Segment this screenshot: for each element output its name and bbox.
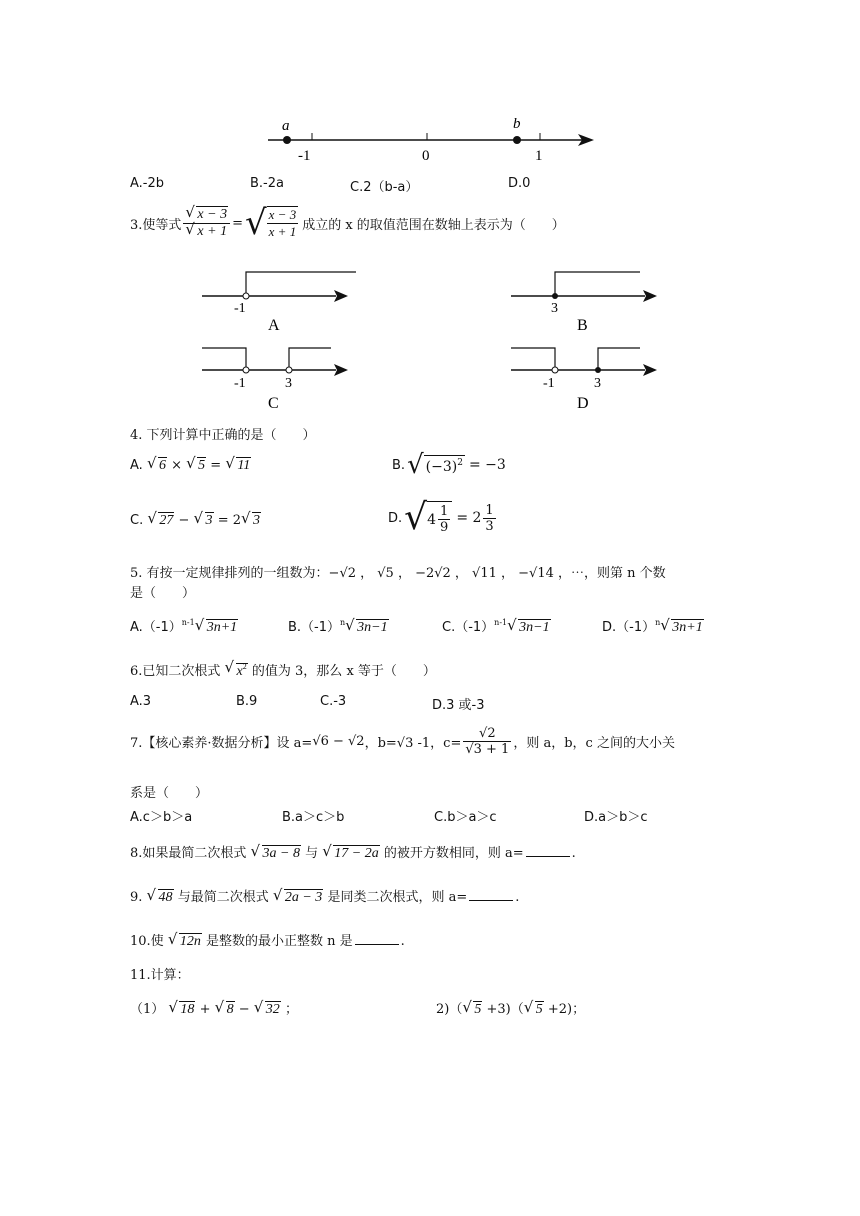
q6-option-c: C.-3 (320, 694, 347, 709)
q3-diagram-d (505, 338, 665, 416)
q3-diagram-b (505, 262, 665, 334)
q4-option-d: D. √ 4 $\frac{1}{9}$ = 2 $\frac{1}{3}$ (388, 497, 494, 538)
q6-stem: 6.已知二次根式 √ $x^2$ 的值为 3，那么 x 等于（ ） (130, 658, 436, 679)
q5-option-a: $A.(-1)^{n-1}$ √ 3n+1 (130, 616, 238, 635)
q5-stem: 5. 有按一定规律排列的一组数为：−√2 ， √5 ， −2√2 ， √11 ， −√14 ，⋯，则第 n 个数 (130, 566, 666, 581)
tick-0: 0 (422, 148, 430, 164)
q11-part-1: （1） √ 18 + √ 8 − √ 32 ； (130, 998, 298, 1017)
q7-option-d: D.a＞b＞c (584, 810, 648, 825)
q6-option-d: D.3 或-3 (432, 698, 485, 713)
q7-stem: 7.【核心素养·数据分析】设 a= √6 − √2 ，b=√3 -1，c= $\frac{√2}{√3 + 1}$ ，则 a，b，c 之间的大小关 (130, 726, 675, 757)
q8-stem: 8.如果最简二次根式 √ 3a − 8 与 √ 17 − 2a 的被开方数相同，则 a= . (130, 842, 576, 861)
q3-right-radical: √ $\frac{x - 3}{x + 1}$ (244, 203, 297, 243)
q10-answer-blank[interactable] (355, 933, 399, 945)
svg-text:3: 3 (551, 301, 558, 316)
q6-option-a: A.3 (130, 694, 152, 709)
q3-left-fraction: √ x − 3 √ x + 1 (183, 207, 230, 240)
q7-stem-line2: 系是（ ） (130, 786, 209, 801)
q4-option-c: C. √ 27 − √ 3 = 2 √ 3 (130, 509, 260, 528)
q2-option-b: B.-2a (250, 176, 284, 191)
q11-stem: 11.计算： (130, 968, 190, 983)
q3-num: x − 3 (197, 206, 228, 222)
point-b-label: b (513, 116, 521, 132)
q7-a-expr: √6 − √2 (312, 734, 365, 749)
svg-text:A: A (268, 317, 280, 334)
q3-den: x + 1 (197, 223, 228, 239)
q2-number-line (260, 110, 600, 165)
q5-option-b: $B.(-1)^n$ √ 3n−1 (288, 616, 388, 635)
q5-option-c: $C.(-1)^{n-1}$ √ 3n−1 (442, 616, 550, 635)
q5-stem-line2: 是（ ） (130, 586, 196, 601)
q9-stem: 9. √ 48 与最简二次根式 √ 2a − 3 是同类二次根式，则 a= . (130, 886, 520, 905)
q7-option-c: C.b＞a＞c (434, 810, 497, 825)
q8-answer-blank[interactable] (526, 845, 570, 857)
tick-1: 1 (535, 148, 543, 164)
q2-option-c: C.2（b-a） (350, 180, 419, 195)
q5-option-d: $D.(-1)^n$ √ 3n+1 (602, 616, 703, 635)
q11-part-2: 2)（ √ 5 +3)（ √ 5 +2)； (436, 998, 586, 1017)
q7-option-b: B.a＞c＞b (282, 810, 345, 825)
svg-text:-1: -1 (234, 376, 246, 391)
q4-option-b: B. √ $(-3)^2$ = −3 (392, 450, 506, 480)
q7-option-a: A.c＞b＞a (130, 810, 193, 825)
svg-text:3: 3 (285, 376, 292, 391)
q3-prefix: 3.使等式 (130, 217, 182, 233)
q2-option-d: D.0 (508, 176, 531, 191)
q7-c-fraction: $\frac{√2}{√3 + 1}$ (465, 726, 510, 757)
svg-text:-1: -1 (543, 376, 555, 391)
svg-text:D: D (577, 395, 589, 412)
q4-stem: 4. 下列计算中正确的是（ ） (130, 428, 316, 443)
q3-diagram-c (196, 338, 356, 416)
q6-option-b: B.9 (236, 694, 258, 709)
q3-rnum: x − 3 (268, 207, 297, 222)
svg-text:C: C (268, 395, 279, 412)
q10-stem: 10.使 √ 12n 是整数的最小正整数 n 是 . (130, 930, 405, 949)
svg-text:B: B (577, 317, 588, 334)
q4-option-a: A. √ 6 × √ 5 = √ 11 (130, 454, 251, 473)
point-a-label: a (282, 118, 290, 134)
tick-minus1: -1 (298, 148, 311, 164)
q5-sequence: −√2 ， √5 ， −2√2 ， √11 ， −√14 ，⋯， (328, 566, 598, 581)
svg-text:-1: -1 (234, 301, 246, 316)
svg-text:3: 3 (594, 376, 601, 391)
q2-option-a: A.-2b (130, 176, 165, 191)
q9-answer-blank[interactable] (469, 889, 513, 901)
q3-rden: x + 1 (268, 224, 297, 239)
q3-suffix: 成立的 x 的取值范围在数轴上表示为（ ） (302, 217, 565, 233)
q3-stem: 3.使等式 √ x − 3 √ x + 1 = √ $\frac{x - 3}{x + 1}$ 成立的 x 的取值范围在数轴上表示为（ ） (130, 202, 565, 243)
q3-diagram-a (196, 262, 356, 334)
